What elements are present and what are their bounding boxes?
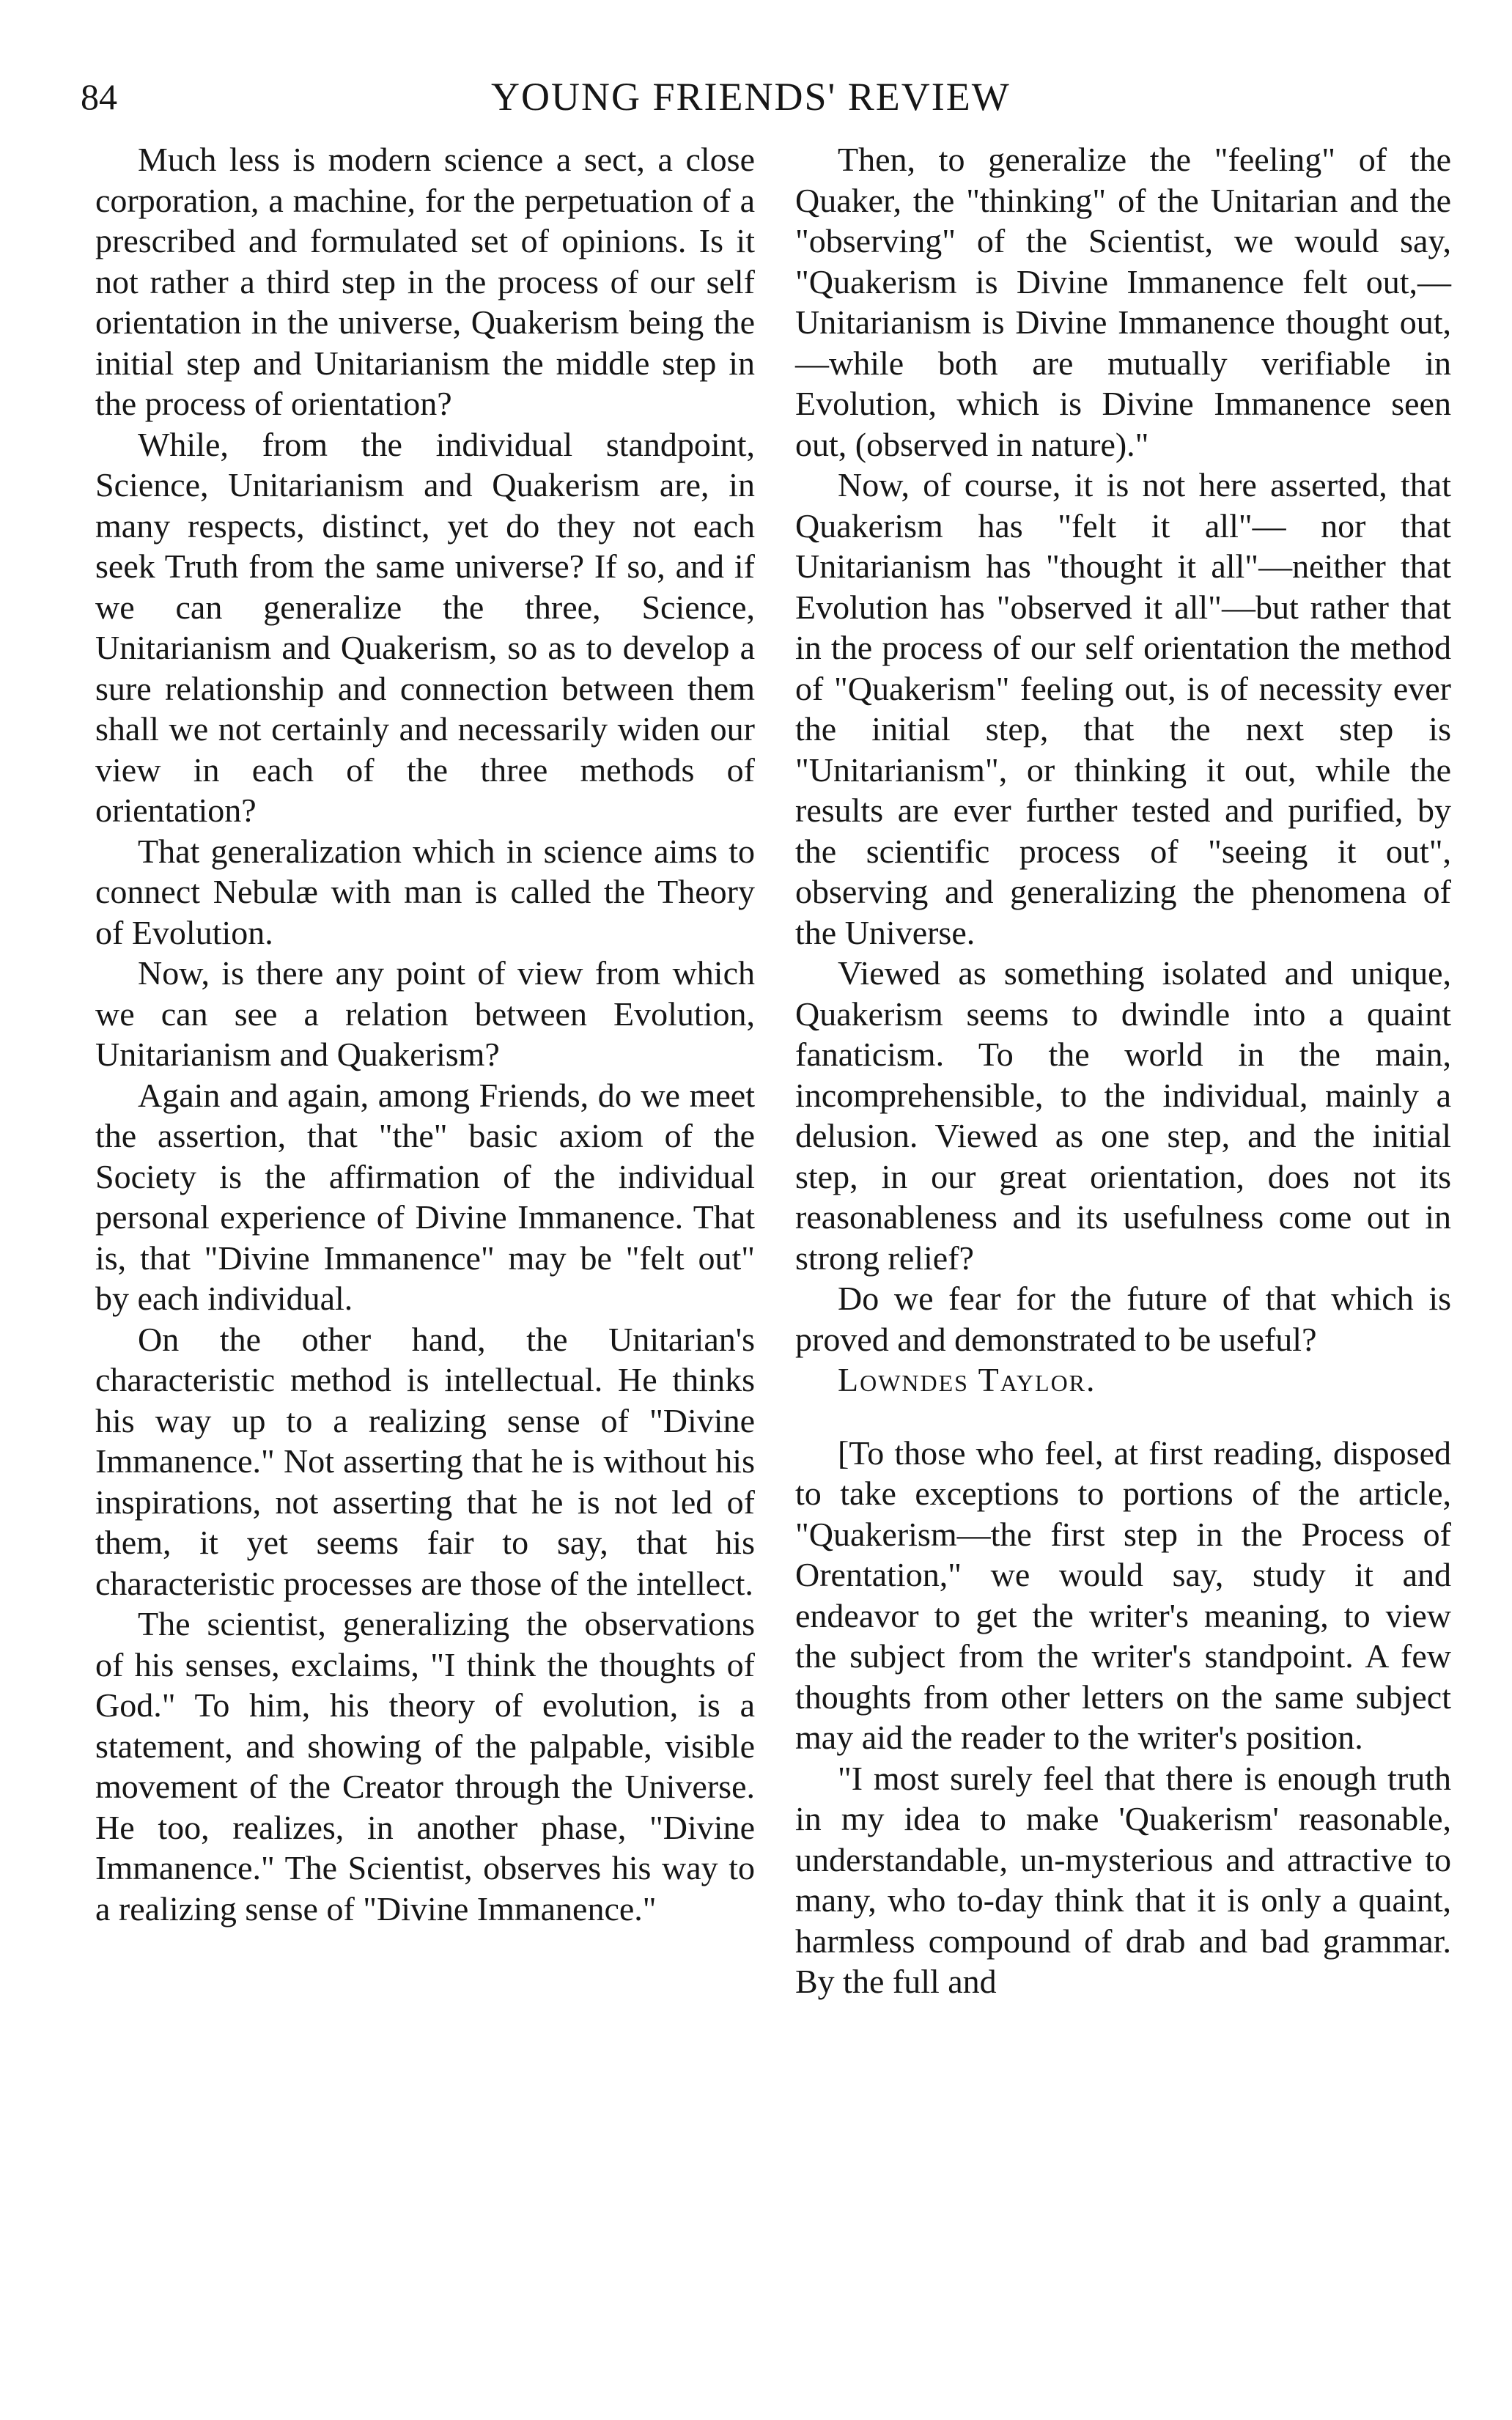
author-signature: Lowndes Taylor. — [838, 1361, 1096, 1398]
right-column — [795, 139, 1451, 2002]
section-gap — [795, 1401, 1451, 1433]
left-column — [95, 139, 755, 1929]
paragraph: Now, is there any point of view from which we can see a relation between Evolution, Unitarianism and Quakerism? — [95, 954, 755, 1073]
page-number: 84 — [81, 76, 117, 117]
paragraph: While, from the individual standpoint, Science, Unitarianism and Quakerism are, in many respects, distinct, yet do they not each seek Truth from the same universe? If so, and if we can generalize the three, Science, Unitarianism and Quakerism, so as to develop a sure relationship and connection between them shall we not certainly and necessarily widen our view in each of the three methods of orientation? — [95, 425, 755, 829]
paragraph: That generalization which in science aims to connect Nebulæ with man is called the Theory of Evolution. — [95, 832, 755, 951]
editor-note-paragraph: "I most surely feel that there is enough truth in my idea to make 'Quakerism' reasonable, understandable, un-mysterious and attractive to many, who to-day think that it is only a quaint, harmless compound of drab and bad grammar. By the full and — [795, 1759, 1451, 2000]
page-header — [81, 67, 1440, 126]
paragraph: On the other hand, the Unitarian's characteristic method is intellectual. He thinks his way up to a realizing sense of "Divine Immanence." Not asserting that he is without his inspirations, not asserting that he is not led of them, it yet seems fair to say, that his characteristic processes are those of the intellect. — [95, 1320, 755, 1602]
paragraph: Do we fear for the future of that which is proved and demonstrated to be useful? — [795, 1280, 1451, 1358]
paragraph: Again and again, among Friends, do we meet the assertion, that "the" basic axiom of the Society is the affirmation of the individual personal experience of Divine Immanence. That is, that "Divine Immanence" may be "felt out" by each individual. — [95, 1076, 755, 1317]
paragraph: Viewed as something isolated and unique, Quakerism seems to dwindle into a quaint fanaticism. To the world in the main, incomprehensible, to the individual, mainly a delusion. Viewed as one step, and the initial step, in our great orientation, does not its reasonableness and its usefulness come out in strong relief? — [795, 954, 1451, 1277]
paragraph: The scientist, generalizing the observations of his senses, exclaims, "I think the thoughts of God." To him, his theory of evolution, is a statement, and showing of the palpable, visible movement of the Creator through the Universe. He too, realizes, in another phase, "Divine Immanence." The Scientist, observes his way to a realizing sense of "Divine Immanence." — [95, 1605, 755, 1927]
editor-note-paragraph: [To those who feel, at first reading, disposed to take exceptions to portions of the article, "Quakerism—the first step in the Process of Orentation," we would say, study it and endeavor to get the writer's meaning, to view the subject from the writer's standpoint. A few thoughts from other letters on the same subject may aid the reader to the writer's position. — [795, 1434, 1451, 1756]
paragraph: Now, of course, it is not here asserted, that Quakerism has "felt it all"— nor that Unitarianism has "thought it all"—neither that Evolution has "observed it all"—but rather that in the process of our self orientation the method of "Quakerism" feeling out, is of necessity ever the initial step, that the next step is "Unitarianism", or thinking it out, while the results are ever further tested and purified, by the scientific process of "seeing it out", observing and generalizing the phenomena of the Universe. — [795, 466, 1451, 951]
paragraph: Much less is modern science a sect, a close corporation, a machine, for the perpetuation of a prescribed and formulated set of opinions. Is it not rather a third step in the process of our self orientation in the universe, Quakerism being the initial step and Unitarianism the middle step in the process of orientation? — [95, 141, 755, 422]
running-title: YOUNG FRIENDS' REVIEW — [491, 75, 1011, 119]
paragraph: Then, to generalize the "feeling" of the Quaker, the "thinking" of the Unitarian and the "observing" of the Scientist, we would say, "Quakerism is Divine Immanence felt out,—Unitarianism is Divine Immanence thought out,—while both are mutually verifiable in Evolution, which is Divine Immanence seen out, (observed in nature)." — [795, 141, 1451, 463]
